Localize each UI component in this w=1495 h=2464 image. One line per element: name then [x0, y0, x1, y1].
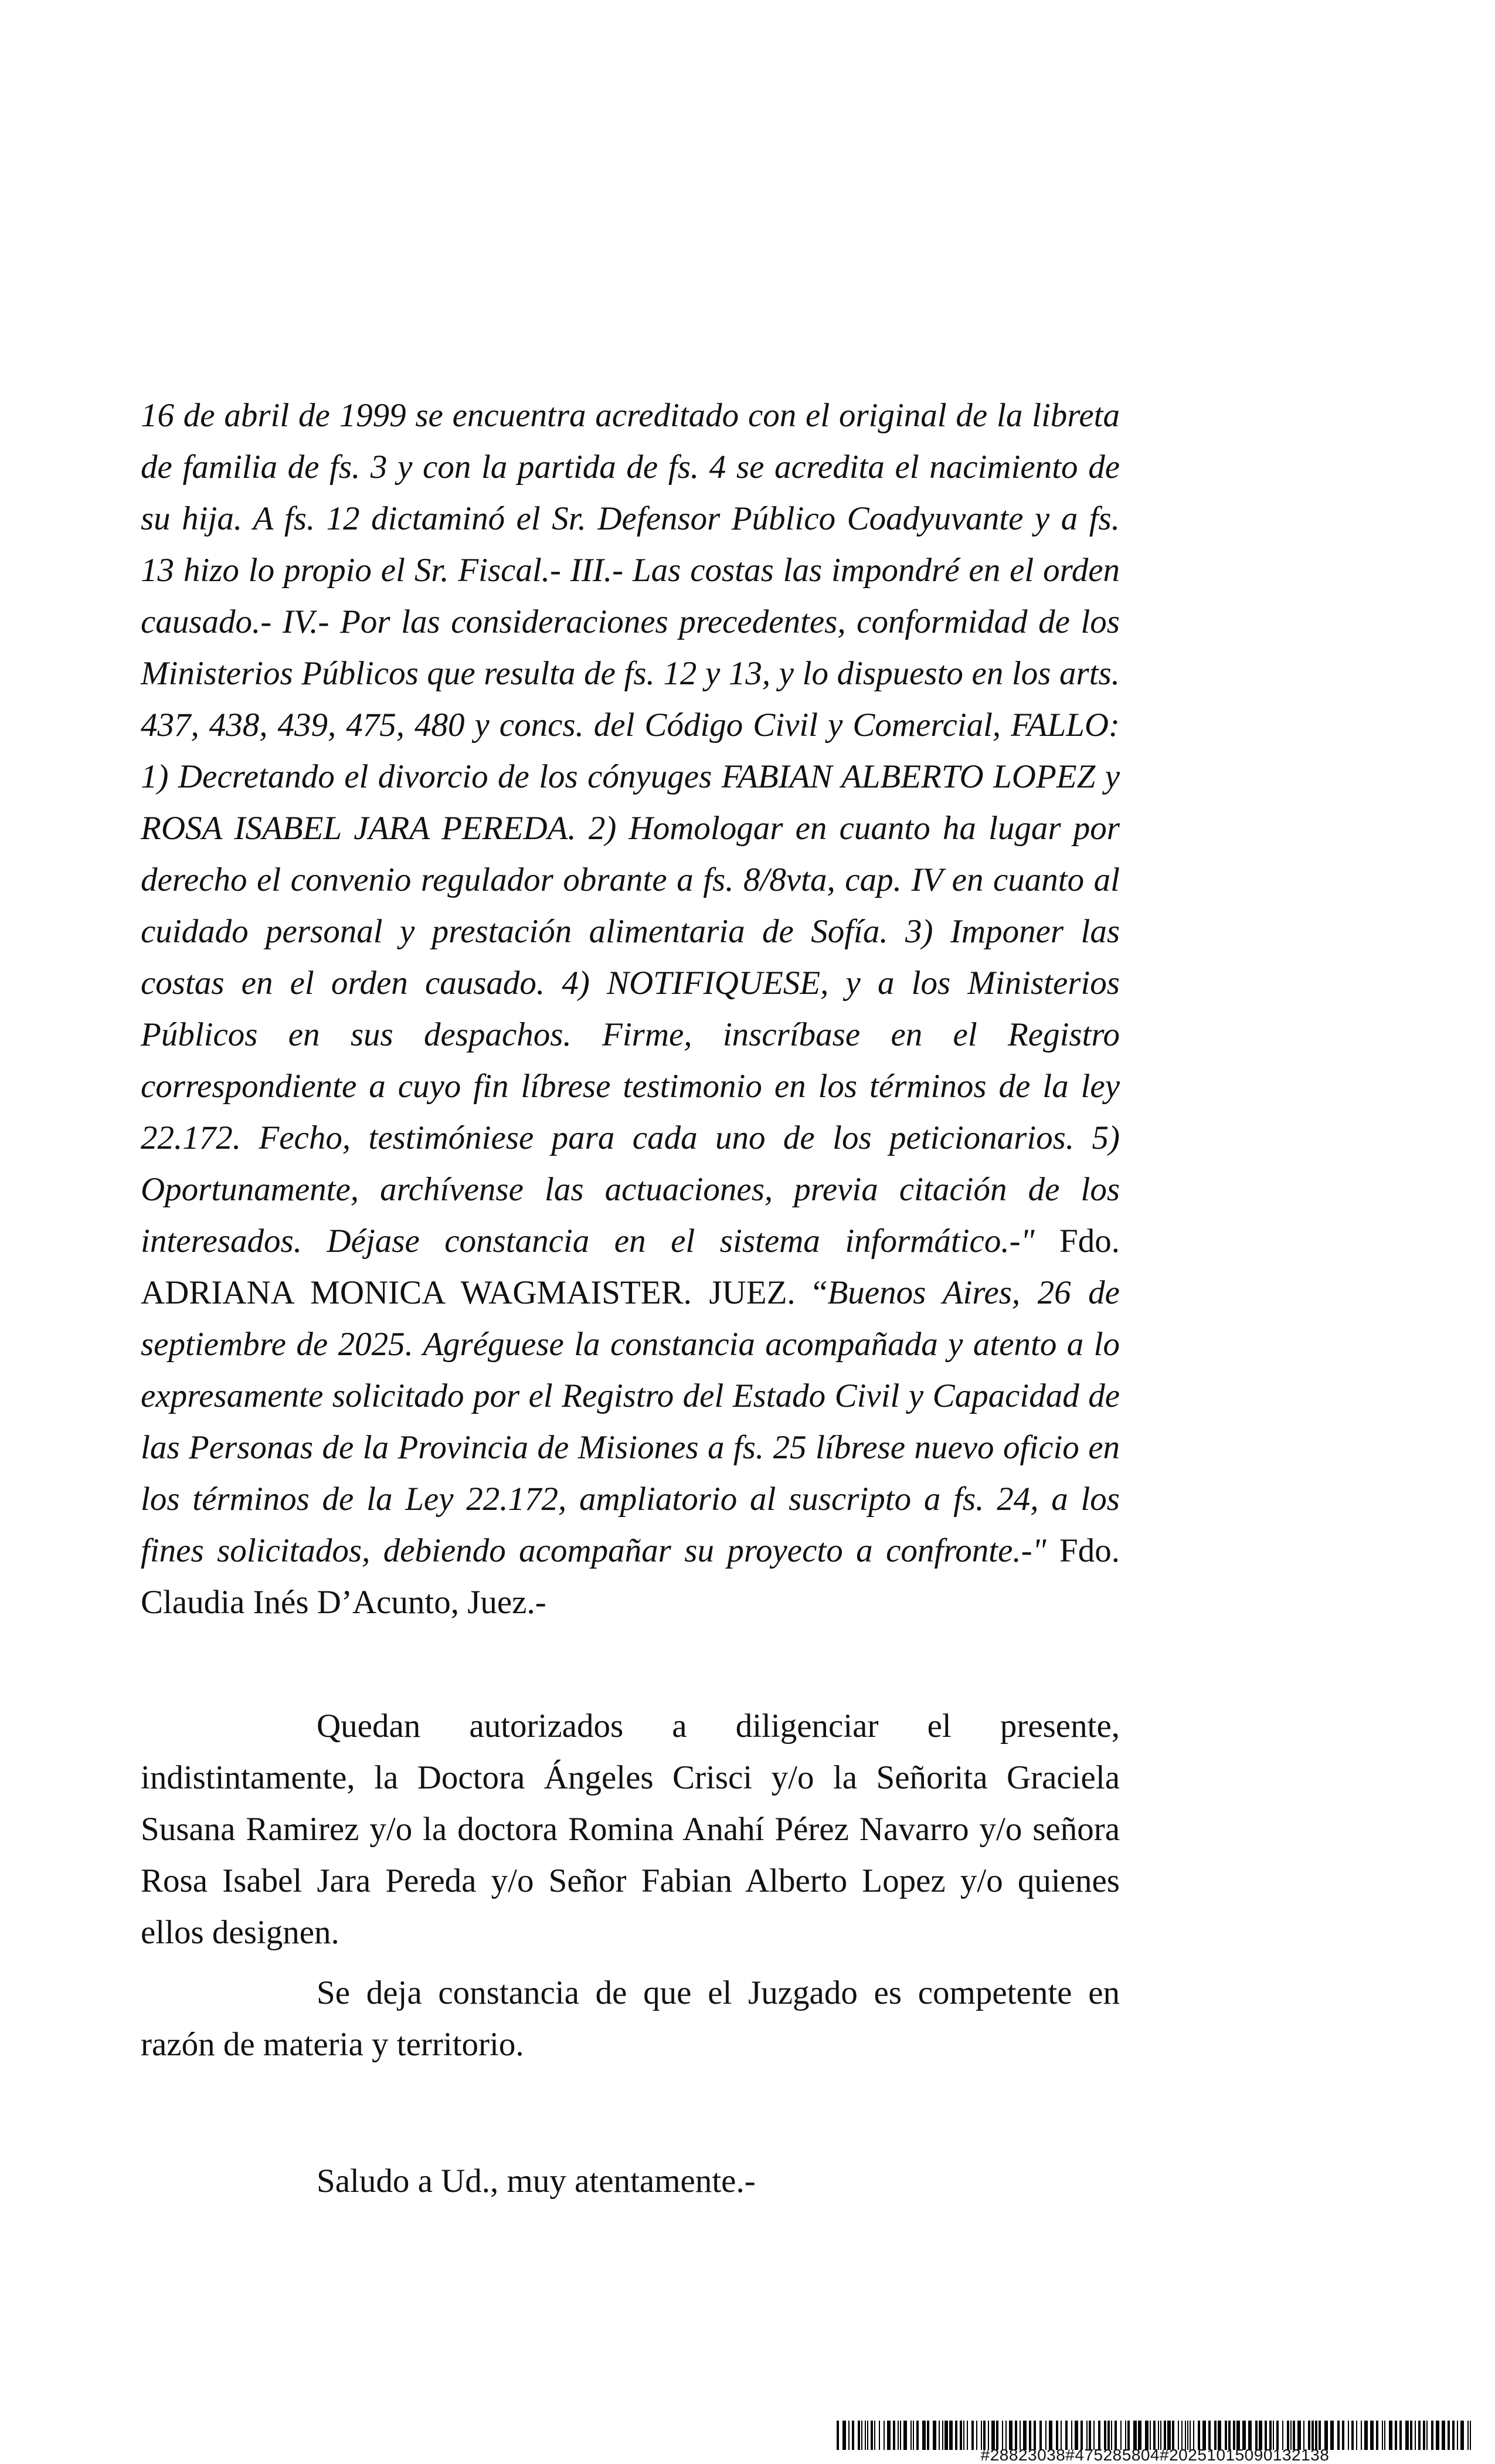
barcode-bar — [1351, 2421, 1354, 2450]
barcode-bar — [1405, 2421, 1409, 2450]
barcode-bar — [1442, 2421, 1445, 2450]
barcode-bar — [893, 2421, 895, 2450]
second-resolution-italic: Buenos Aires, 26 de septiembre de 2025. Agréguese la constancia acompañada y atento a lo expresamente solicitado por el Registro del Estado Civil y Capacidad de las Personas de la Provincia de Misiones a fs. 25 líbrese nuevo oficio en los términos de la Ley 22.172, ampliatorio al suscripto a fs. 24, a los fines solicitados, debiendo acompañar su proyecto a confronte.-" — [141, 1274, 1120, 1569]
barcode-bar — [933, 2421, 936, 2450]
barcode-bar — [1452, 2421, 1455, 2450]
barcode-block — [835, 2421, 1474, 2463]
barcode-bar — [1382, 2421, 1383, 2450]
second-signature: Fdo. Claudia Inés D’Acunto, Juez.- — [141, 1532, 1120, 1621]
barcode-bar — [867, 2421, 868, 2450]
barcode-bar — [1342, 2421, 1344, 2450]
barcode-bar — [1376, 2421, 1378, 2450]
barcode-bar — [842, 2421, 846, 2450]
resolution-text-italic: 16 de abril de 1999 se encuentra acreditado con el original de la libreta de familia de fs. 3 y con la partida de fs. 4 se acredita el nacimiento de su hija. A fs. 12 dictaminó el Sr. Defensor Público Coadyuvante y a fs. 13 hizo lo propio el Sr. Fiscal.- III.- Las costas las impondré en el orden causado.- IV.- Por las consideraciones precedentes, conformidad de los Ministerios Públicos que resulta de fs. 12 y 13, y lo dispuesto en los arts. 437, 438, 439, 475, 480 y concs. del Código Civil y Comercial, FALLO: 1) Decretando el divorcio de los cónyuges FABIAN ALBERTO LOPEZ y ROSA ISABEL JARA PEREDA. 2) Homologar en cuanto ha lugar por derecho el convenio regulador obrante a fs. 8/8vta, cap. IV en cuanto al cuidado personal y prestación alimentaria de Sofía. 3) Imponer las costas en el orden causado. 4) NOTIFIQUESE, y a los Ministerios Públicos en sus despachos. Firme, inscríbase en el Registro correspondiente a cuyo fin líbrese testimonio en los términos de la ley 22.172. Fecho, testimóniese para cada uno de los peticionarios. 5) Oportunamente, archívense las actuaciones, previa citación de los interesados. Déjase constancia en el sistema informático.-" — [141, 397, 1120, 1260]
barcode-bar — [900, 2421, 901, 2450]
barcode-bar — [1448, 2421, 1450, 2450]
barcode-bar — [1395, 2421, 1397, 2450]
main-paragraph — [141, 390, 1120, 1628]
barcode-bar — [871, 2421, 873, 2450]
closing-salutation: Saludo a Ud., muy atentamente.- — [317, 2163, 756, 2200]
first-signature: Fdo. ADRIANA MONICA WAGMAISTER. JUEZ. “ — [141, 1223, 1120, 1311]
barcode-bar — [1370, 2421, 1374, 2450]
barcode-bar — [1467, 2421, 1469, 2450]
barcode-bar — [1415, 2421, 1416, 2450]
barcode-bar — [1348, 2421, 1349, 2450]
barcode-bar — [1460, 2421, 1464, 2450]
barcode-bar — [949, 2421, 953, 2450]
barcode-bar — [1356, 2421, 1357, 2450]
barcode-bar — [1337, 2421, 1340, 2450]
barcode-bar — [967, 2421, 968, 2450]
barcode-bar — [1457, 2421, 1458, 2450]
barcode-bar — [1423, 2421, 1425, 2450]
barcode-bar — [1410, 2421, 1412, 2450]
barcode-bar — [848, 2421, 850, 2450]
barcode-bar — [1384, 2421, 1385, 2450]
barcode-bar — [865, 2421, 866, 2450]
barcode-bar — [858, 2421, 860, 2450]
barcode-bar — [1389, 2421, 1392, 2450]
barcode-bar — [916, 2421, 919, 2450]
barcode-bar — [861, 2421, 862, 2450]
barcode-number: #28823038#475285804#20251015090132138 — [980, 2446, 1330, 2464]
barcode-bar — [1399, 2421, 1402, 2450]
barcode-bar — [898, 2421, 899, 2450]
barcode-bar — [903, 2421, 907, 2450]
barcode-bar — [879, 2421, 880, 2450]
barcode-bar — [1436, 2421, 1439, 2450]
barcode-bar — [1418, 2421, 1421, 2450]
barcode-bar — [1426, 2421, 1428, 2450]
barcode-bar — [971, 2421, 974, 2450]
barcode-bar — [976, 2421, 977, 2450]
barcode-bar — [887, 2421, 891, 2450]
barcode-bar — [939, 2421, 940, 2450]
barcode-bar — [960, 2421, 962, 2450]
barcode-bar — [1330, 2421, 1334, 2450]
barcode-bar — [922, 2421, 926, 2450]
barcode-bar — [963, 2421, 964, 2450]
barcode-bar — [1364, 2421, 1368, 2450]
barcode-bar — [874, 2421, 875, 2450]
barcode-bar — [884, 2421, 885, 2450]
barcode-bar — [942, 2421, 943, 2450]
barcode-bar — [852, 2421, 854, 2450]
barcode-bar — [955, 2421, 957, 2450]
competence-paragraph: Se deja constancia de que el Juzgado es competente en razón de materia y territorio. — [141, 1974, 1120, 2063]
barcode-bar — [910, 2421, 912, 2450]
barcode-bar — [913, 2421, 914, 2450]
barcode-bar — [837, 2421, 839, 2450]
barcode-bar — [927, 2421, 929, 2450]
barcode-bar — [1431, 2421, 1433, 2450]
barcode-bar — [944, 2421, 948, 2450]
barcode-bar — [1361, 2421, 1362, 2450]
barcode-bar — [1470, 2421, 1471, 2450]
authorization-paragraph: Quedan autorizados a diligenciar el presente, indistintamente, la Doctora Ángeles Crisci y/o la Señorita Graciela Susana Ramirez y/o la doctora Romina Anahí Pérez Navarro y/o señora Rosa Isabel Jara Pereda y/o Señor Fabian Alberto Lopez y/o quienes ellos designen. — [141, 1708, 1120, 1951]
